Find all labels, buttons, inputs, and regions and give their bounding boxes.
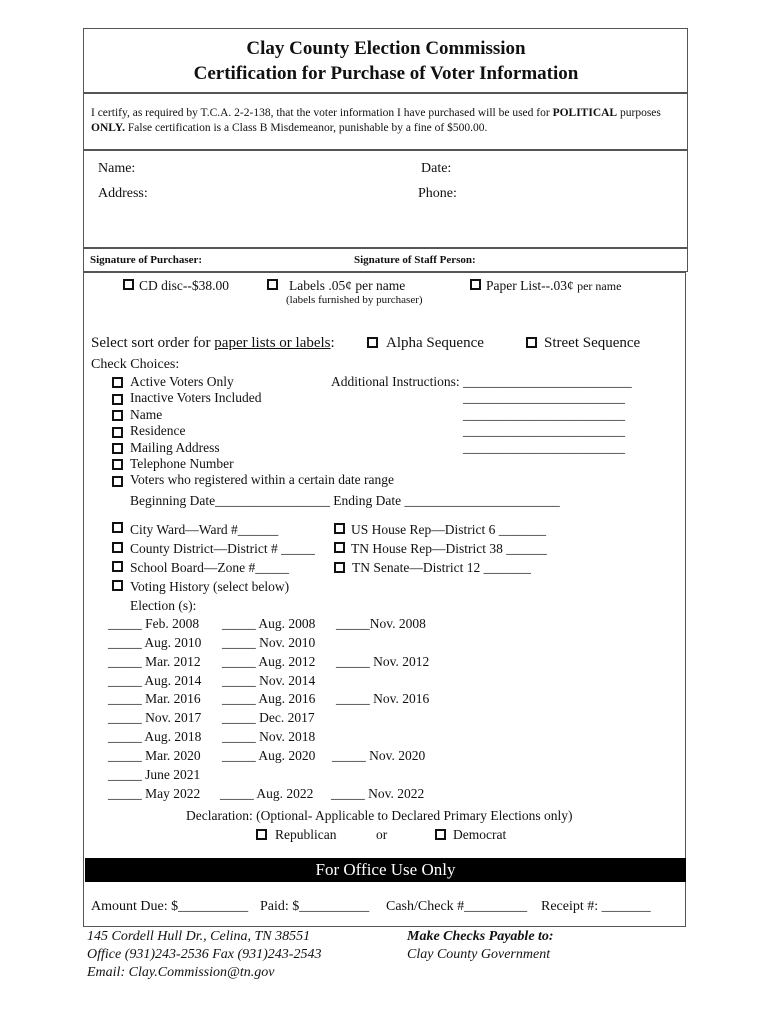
choice-mailing-address: Mailing Address	[130, 440, 220, 455]
cash-check-field[interactable]: Cash/Check #_________	[386, 899, 528, 914]
footer-email: Email: Clay.Commission@tn.gov	[87, 965, 275, 980]
choice-checkbox[interactable]	[112, 459, 123, 470]
republican-label: Republican	[275, 827, 337, 842]
paper-list-suffix: per name	[577, 279, 622, 293]
date-range-fields[interactable]: Beginning Date_________________ Ending Date _______________________	[130, 493, 560, 508]
district-checkbox[interactable]	[334, 523, 345, 534]
election-item[interactable]: _____ Mar. 2016	[108, 691, 201, 706]
form-title: Clay County Election Commission	[246, 38, 526, 59]
elections-label: Election (s):	[130, 598, 197, 613]
election-item[interactable]: _____ May 2022	[108, 786, 201, 801]
county-district: County District—District # _____	[130, 541, 315, 556]
paper-list-option	[486, 278, 621, 294]
additional-instructions[interactable]: Additional Instructions: _________________________	[331, 374, 632, 389]
paper-list-label: Paper List--.03¢	[486, 278, 574, 293]
labels-option: Labels .05¢ per name	[289, 278, 406, 293]
payable-to: Clay County Government	[407, 947, 551, 962]
democrat-label: Democrat	[453, 827, 507, 842]
additional-line[interactable]: ________________________	[463, 390, 625, 405]
additional-line[interactable]: ________________________	[463, 407, 625, 422]
labels-checkbox[interactable]	[267, 279, 278, 290]
choice-checkbox[interactable]	[112, 377, 123, 388]
district-checkbox[interactable]	[112, 522, 123, 533]
district-checkbox[interactable]	[334, 542, 345, 553]
election-item[interactable]: _____ Aug. 2012	[222, 654, 316, 669]
purchaser-signature-label[interactable]: Signature of Purchaser:	[90, 254, 203, 266]
paper-list-checkbox[interactable]	[470, 279, 481, 290]
additional-line[interactable]: ________________________	[463, 440, 625, 455]
choice-checkbox[interactable]	[112, 443, 123, 454]
check-choices-heading: Check Choices:	[91, 357, 180, 372]
choice-checkbox[interactable]	[112, 410, 123, 421]
declaration-or: or	[376, 827, 388, 842]
date-label[interactable]: Date:	[421, 161, 452, 176]
election-item[interactable]: _____ Aug. 2016	[222, 691, 316, 706]
declaration-text: Declaration: (Optional- Applicable to Declared Primary Elections only)	[186, 808, 573, 823]
footer-phone: Office (931)243-2536 Fax (931)243-2543	[87, 947, 322, 962]
election-item[interactable]: _____ Nov. 2017	[108, 710, 202, 725]
choice-checkbox[interactable]	[112, 427, 123, 438]
sort-order-label	[91, 335, 335, 352]
us-house-rep: US House Rep—District 6 _______	[351, 522, 546, 537]
tn-house-rep: TN House Rep—District 38 ______	[351, 541, 547, 556]
election-item[interactable]: _____ Nov. 2020	[332, 748, 426, 763]
election-item[interactable]: _____ Nov. 2018	[222, 729, 316, 744]
choice-checkbox[interactable]	[112, 476, 123, 487]
election-item[interactable]: _____Nov. 2008	[336, 616, 426, 631]
election-item[interactable]: _____ Nov. 2010	[222, 635, 316, 650]
street-sequence-label: Street Sequence	[544, 335, 641, 351]
phone-label[interactable]: Phone:	[418, 186, 457, 201]
cert-only: ONLY.	[91, 122, 125, 134]
sort-prefix: Select sort order for	[91, 335, 215, 351]
cd-option: CD disc--$38.00	[139, 278, 229, 293]
name-label[interactable]: Name:	[98, 161, 136, 176]
purchaser-info-box	[83, 150, 688, 248]
certification-text	[91, 106, 681, 136]
choice-checkbox[interactable]	[112, 394, 123, 405]
election-item[interactable]: _____ Aug. 2018	[108, 729, 202, 744]
cert-part1: I certify, as required by T.C.A. 2-2-138, that the voter information I have purchased will be used for	[91, 107, 553, 119]
receipt-field[interactable]: Receipt #: _______	[541, 899, 651, 914]
cert-part3: False certification is a Class B Misdemeanor, punishable by a fine of $500.00.	[125, 122, 488, 134]
election-item[interactable]: _____ Mar. 2012	[108, 654, 201, 669]
election-item[interactable]: _____ Mar. 2020	[108, 748, 201, 763]
form-subtitle: Certification for Purchase of Voter Information	[193, 63, 579, 84]
election-item[interactable]: _____ Aug. 2020	[222, 748, 316, 763]
choice-name: Name	[130, 407, 163, 422]
tn-senate: TN Senate—District 12 _______	[352, 560, 531, 575]
district-checkbox[interactable]	[112, 561, 123, 572]
paid-field[interactable]: Paid: $__________	[260, 899, 370, 914]
election-item[interactable]: _____ Aug. 2010	[108, 635, 202, 650]
footer-address: 145 Cordell Hull Dr., Celina, TN 38551	[87, 929, 311, 944]
election-item[interactable]: _____ Nov. 2016	[336, 691, 430, 706]
staff-signature-label[interactable]: Signature of Staff Person:	[354, 254, 476, 266]
address-label[interactable]: Address:	[98, 186, 148, 201]
election-item[interactable]: _____ Feb. 2008	[108, 616, 200, 631]
cert-political: POLITICAL	[552, 107, 618, 119]
school-board: School Board—Zone #_____	[130, 560, 289, 575]
election-item[interactable]: _____ Nov. 2014	[222, 673, 316, 688]
cd-checkbox[interactable]	[123, 279, 134, 290]
amount-due-field[interactable]: Amount Due: $__________	[91, 899, 249, 914]
voting-history: Voting History (select below)	[130, 579, 290, 594]
office-use-heading: For Office Use Only	[85, 858, 686, 882]
election-item[interactable]: _____ Aug. 2008	[222, 616, 316, 631]
sort-underlined: paper lists or labels	[214, 335, 331, 351]
labels-note: (labels furnished by purchaser)	[286, 294, 423, 306]
district-checkbox[interactable]	[112, 542, 123, 553]
election-item[interactable]: _____ Aug. 2014	[108, 673, 202, 688]
city-ward: City Ward—Ward #______	[130, 522, 279, 537]
election-item[interactable]: _____ Nov. 2012	[336, 654, 430, 669]
additional-line[interactable]: ________________________	[463, 423, 625, 438]
alpha-sequence-label: Alpha Sequence	[386, 335, 484, 351]
republican-checkbox[interactable]	[256, 829, 267, 840]
street-sequence-checkbox[interactable]	[526, 337, 537, 348]
payable-label: Make Checks Payable to:	[407, 929, 554, 944]
democrat-checkbox[interactable]	[435, 829, 446, 840]
election-item[interactable]: _____ Dec. 2017	[222, 710, 315, 725]
sort-colon: :	[330, 335, 335, 351]
choice-residence: Residence	[130, 423, 186, 438]
choice-active-voters: Active Voters Only	[130, 374, 234, 389]
choice-telephone: Telephone Number	[130, 456, 234, 471]
alpha-sequence-checkbox[interactable]	[367, 337, 378, 348]
district-checkbox[interactable]	[334, 562, 345, 573]
district-checkbox[interactable]	[112, 580, 123, 591]
election-item[interactable]: _____ Nov. 2022	[331, 786, 425, 801]
election-item[interactable]: _____ June 2021	[108, 767, 201, 782]
cert-part2: purposes	[617, 107, 661, 119]
election-item[interactable]: _____ Aug. 2022	[220, 786, 314, 801]
choice-date-range: Voters who registered within a certain date range	[130, 472, 395, 487]
choice-inactive-voters: Inactive Voters Included	[130, 390, 262, 405]
